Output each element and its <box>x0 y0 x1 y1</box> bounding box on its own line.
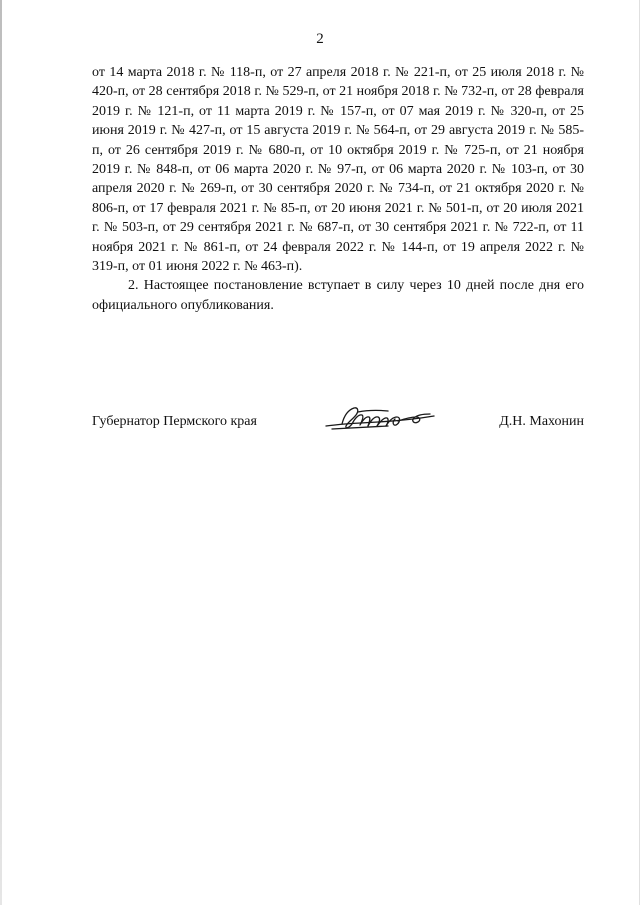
paragraph-amendments-list: от 14 марта 2018 г. № 118-п, от 27 апреля 2018 г. № 221-п, от 25 июля 2018 г. № 420-п, от 28 сентября 2018 г. № 529-п, от 21 ноября 2018 г. № 732-п, от 28 февраля 2019 г. № 121-п, от 11 марта 2019 г. № 157-п, от 07 мая 2019 г. № 320-п, от 25 июня 2019 г. № 427-п, от 15 августа 2019 г. № 564-п, от 29 августа 2019 г. № 585-п, от 26 сентября 2019 г. № 680-п, от 10 октября 2019 г. № 725-п, от 21 ноября 2019 г. № 848-п, от 06 марта 2020 г. № 97-п, от 06 марта 2020 г. № 103-п, от 30 апреля 2020 г. № 269-п, от 30 сентября 2020 г. № 734-п, от 21 октября 2020 г. № 806-п, от 17 февраля 2021 г. № 85-п, от 20 июня 2021 г. № 501-п, от 20 июля 2021 г. № 503-п, от 29 сентября 2021 г. № 687-п, от 30 сентября 2021 г. № 722-п, от 11 ноября 2021 г. № 861-п, от 24 февраля 2022 г. № 144-п, от 19 апреля 2022 г. № 319-п, от 01 июня 2022 г. № 463-п). <box>92 65 584 275</box>
signatory-position: Губернатор Пермского края <box>92 414 257 429</box>
signature-block <box>92 412 584 436</box>
handwritten-signature <box>318 402 438 436</box>
paragraph-effective-date: 2. Настоящее постановление вступает в силу через 10 дней после дня его официального опубликования. <box>92 278 584 313</box>
scan-edge-left <box>0 0 2 905</box>
document-body <box>92 63 584 315</box>
page-number: 2 <box>316 31 324 47</box>
signatory-name: Д.Н. Махонин <box>499 414 584 429</box>
